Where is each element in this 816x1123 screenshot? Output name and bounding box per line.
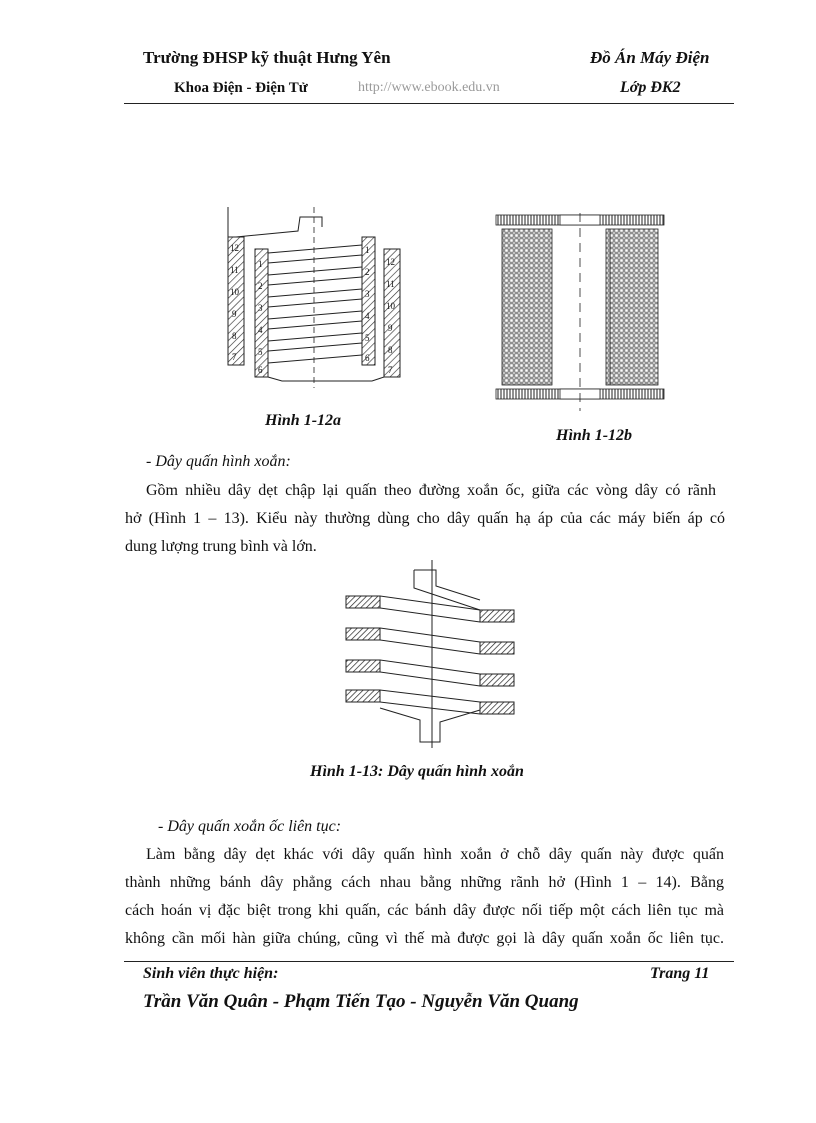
paragraph-line: dung lượng trung bình và lớn. xyxy=(125,538,317,555)
label-inner-right: 1 xyxy=(365,245,370,255)
header-faculty: Khoa Điện - Điện Tử xyxy=(174,80,308,96)
label-inner-left: 3 xyxy=(258,303,263,313)
header-school: Trường ĐHSP kỹ thuật Hưng Yên xyxy=(143,48,391,67)
paragraph-line: cách hoán vị đặc biệt trong khi quấn, các bánh dây được nối tiếp một cách liên tục mà xyxy=(125,902,724,919)
label-inner-left: 5 xyxy=(258,347,263,357)
caption-fig-1-12b: Hình 1-12b xyxy=(556,427,633,444)
caption-fig-1-13: Hình 1-13: Dây quấn hình xoắn xyxy=(310,763,524,780)
paragraph-line: hở (Hình 1 – 13). Kiểu này thường dùng cho dây quấn hạ áp của các máy biến áp có xyxy=(125,510,725,527)
label-inner-left: 6 xyxy=(258,365,263,375)
footer-rule xyxy=(124,961,734,962)
footer-authors: Trần Văn Quân - Phạm Tiến Tạo - Nguyễn Văn Quang xyxy=(143,991,579,1012)
label-inner-right: 3 xyxy=(365,289,370,299)
paragraph-line: thành những bánh dây phẳng cách nhau bằng những rãnh hở (Hình 1 – 14). Bằng xyxy=(125,874,724,891)
label-outer-left: 9 xyxy=(232,309,237,319)
paragraph-line: không cần mối hàn giữa chúng, cũng vì thế mà được gọi là dây quấn xoắn ốc liên tục. xyxy=(125,930,724,947)
label-inner-right: 6 xyxy=(365,353,370,363)
figure-1-12a xyxy=(222,205,412,390)
paragraph-continuous xyxy=(146,841,724,869)
label-outer-left: 12 xyxy=(230,243,239,253)
label-outer-right: 8 xyxy=(388,345,393,355)
label-inner-left: 4 xyxy=(258,325,263,335)
label-inner-left: 2 xyxy=(258,281,263,291)
label-inner-left: 1 xyxy=(258,259,263,269)
header-class: Lớp ĐK2 xyxy=(620,79,681,96)
header-project: Đồ Án Máy Điện xyxy=(590,48,710,67)
header-rule xyxy=(124,103,734,104)
section-subtitle-continuous: - Dây quấn xoắn ốc liên tục: xyxy=(158,818,342,835)
paragraph-line: Làm bằng dây dẹt khác với dây quấn hình xoắn ở chỗ dây quấn này được quấn xyxy=(146,846,724,863)
label-outer-left: 7 xyxy=(232,352,237,362)
label-inner-right: 4 xyxy=(365,311,370,321)
label-outer-left: 8 xyxy=(232,331,237,341)
footer-label: Sinh viên thực hiện: xyxy=(143,965,279,982)
figure-1-13 xyxy=(340,560,522,750)
label-inner-right: 2 xyxy=(365,267,370,277)
footer-page-number: Trang 11 xyxy=(650,965,710,982)
label-outer-left: 10 xyxy=(230,287,239,297)
paragraph-line: Gồm nhiều dây dẹt chập lại quấn theo đường xoắn ốc, giữa các vòng dây có rãnh xyxy=(146,482,716,499)
paragraph-helical xyxy=(146,477,716,505)
header-url[interactable]: http://www.ebook.edu.vn xyxy=(358,80,500,95)
figure-1-12b xyxy=(494,213,666,411)
section-subtitle-helical: - Dây quấn hình xoắn: xyxy=(146,453,291,470)
paragraph-helical-cont xyxy=(125,505,725,561)
label-inner-right: 5 xyxy=(365,333,370,343)
label-outer-right: 10 xyxy=(386,301,395,311)
label-outer-left: 11 xyxy=(230,265,239,275)
label-outer-right: 9 xyxy=(388,323,393,333)
label-outer-right: 12 xyxy=(386,257,395,267)
label-outer-right: 11 xyxy=(386,279,395,289)
label-outer-right: 7 xyxy=(388,365,393,375)
paragraph-continuous-cont xyxy=(125,869,724,953)
caption-fig-1-12a: Hình 1-12a xyxy=(265,412,342,429)
